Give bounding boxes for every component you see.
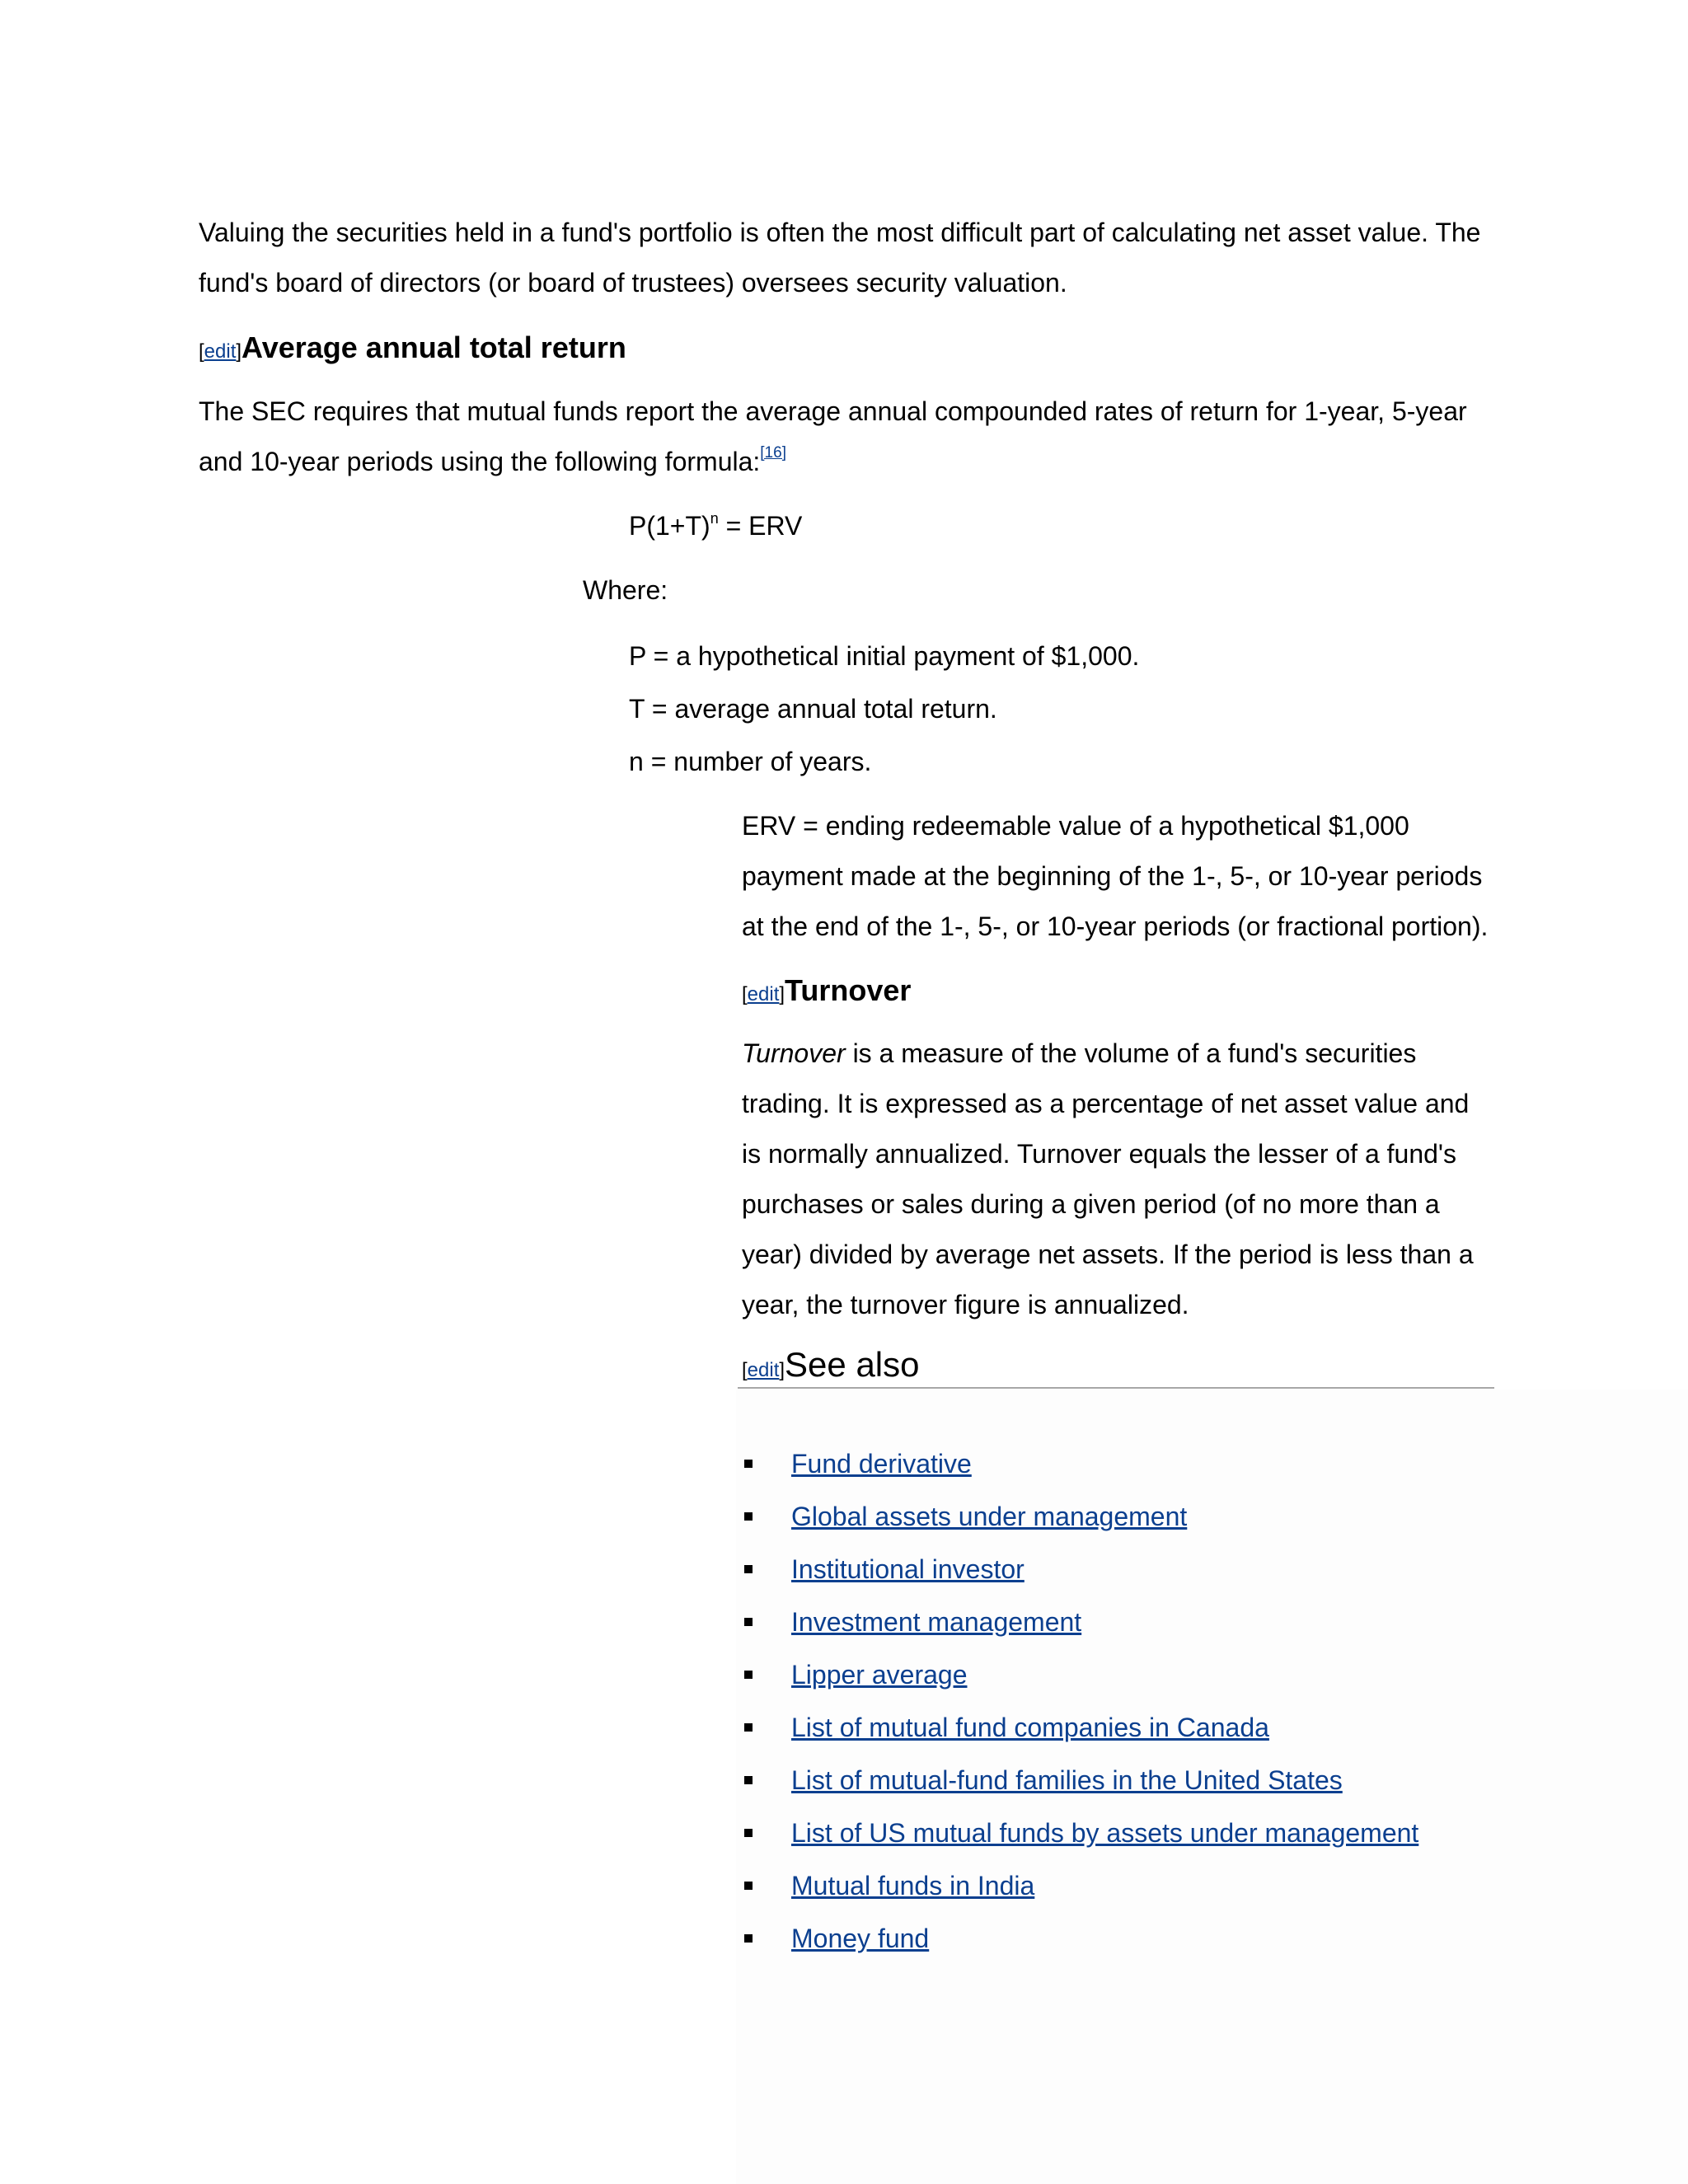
bullet-icon: [744, 1460, 753, 1468]
formula-left: P(1+T): [629, 511, 710, 541]
heading-average-annual-total-return: [199, 330, 626, 364]
edit-bracket-open: [: [742, 983, 748, 1005]
bullet-icon: [744, 1671, 753, 1679]
see-also-link[interactable]: List of mutual fund companies in Canada: [791, 1713, 1269, 1742]
formula-right: = ERV: [718, 511, 803, 541]
list-item: [742, 1754, 1484, 1807]
section-title: Turnover: [785, 973, 912, 1007]
bullet-icon: [744, 1618, 753, 1626]
paragraph-text: The SEC requires that mutual funds report the average annual compounded rates of return for 1-year, 5-year and 10-year periods using the following formula:: [199, 396, 1467, 476]
definition-erv: ERV = ending redeemable value of a hypothetical $1,000 payment made at the beginning of the 1-, 5-, or 10-year periods at the end of the 1-, 5-, or 10-year periods (or fractional portion).: [742, 811, 1489, 941]
section-title: Average annual total return: [241, 330, 626, 364]
heading-divider: [738, 1387, 1494, 1389]
definition-p: P = a hypothetical initial payment of $1,000.: [629, 641, 1140, 671]
list-item: [742, 1437, 1484, 1490]
heading-turnover: [742, 973, 912, 1007]
see-also-link[interactable]: Institutional investor: [791, 1554, 1025, 1584]
heading-see-also: [742, 1347, 920, 1382]
edit-bracket-close: ]: [779, 983, 785, 1005]
bullet-icon: [744, 1512, 753, 1521]
list-item: [742, 1490, 1484, 1543]
bullet-icon: [744, 1829, 753, 1837]
see-also-list: [742, 1437, 1484, 1965]
bullet-icon: [744, 1882, 753, 1890]
turnover-term: Turnover: [742, 1038, 846, 1068]
edit-link[interactable]: edit: [747, 1359, 780, 1381]
list-item: [742, 1859, 1484, 1912]
intro-paragraph: Valuing the securities held in a fund's portfolio is often the most difficult part of calculating net asset value. The fund's board of directors (or board of trustees) oversees security valuation.: [199, 218, 1481, 298]
definition-t: T = average annual total return.: [629, 694, 997, 724]
turnover-text: is a measure of the volume of a fund's securities trading. It is expressed as a percentage of net asset value and is normally annualized. Turnover equals the lesser of a fund's purchases or sales during a given period (of no more than a year) divided by average net assets. If the period is less than a year, the turnover figure is annualized.: [742, 1038, 1474, 1319]
see-also-link[interactable]: List of mutual-fund families in the United States: [791, 1765, 1343, 1795]
list-item: [742, 1807, 1484, 1859]
see-also-link[interactable]: Fund derivative: [791, 1449, 972, 1479]
edit-bracket-close: ]: [779, 1359, 785, 1381]
where-label: Where:: [583, 575, 668, 605]
section-title: See also: [785, 1345, 920, 1384]
bullet-icon: [744, 1723, 753, 1732]
see-also-link[interactable]: Lipper average: [791, 1660, 968, 1690]
list-item: [742, 1543, 1484, 1596]
turnover-paragraph: [742, 1029, 1484, 1330]
list-item: [742, 1648, 1484, 1701]
edit-link[interactable]: edit: [204, 340, 237, 363]
list-item: [742, 1912, 1484, 1965]
edit-link[interactable]: edit: [747, 983, 780, 1005]
see-also-link[interactable]: Investment management: [791, 1607, 1082, 1637]
list-item: [742, 1596, 1484, 1648]
see-also-link[interactable]: List of US mutual funds by assets under management: [791, 1818, 1419, 1848]
list-item: [742, 1701, 1484, 1754]
definition-n: n = number of years.: [629, 747, 872, 776]
formula: [629, 511, 802, 541]
bullet-icon: [744, 1776, 753, 1784]
edit-bracket-close: ]: [236, 340, 242, 363]
edit-bracket-open: [: [199, 340, 204, 363]
see-also-link[interactable]: Mutual funds in India: [791, 1871, 1035, 1900]
citation-link[interactable]: [16]: [760, 444, 786, 462]
edit-bracket-open: [: [742, 1359, 748, 1381]
see-also-link[interactable]: Money fund: [791, 1924, 930, 1953]
sec-formula-paragraph: [199, 387, 1497, 487]
formula-exponent: n: [710, 510, 719, 527]
bullet-icon: [744, 1565, 753, 1573]
see-also-link[interactable]: Global assets under management: [791, 1502, 1188, 1531]
bullet-icon: [744, 1934, 753, 1943]
